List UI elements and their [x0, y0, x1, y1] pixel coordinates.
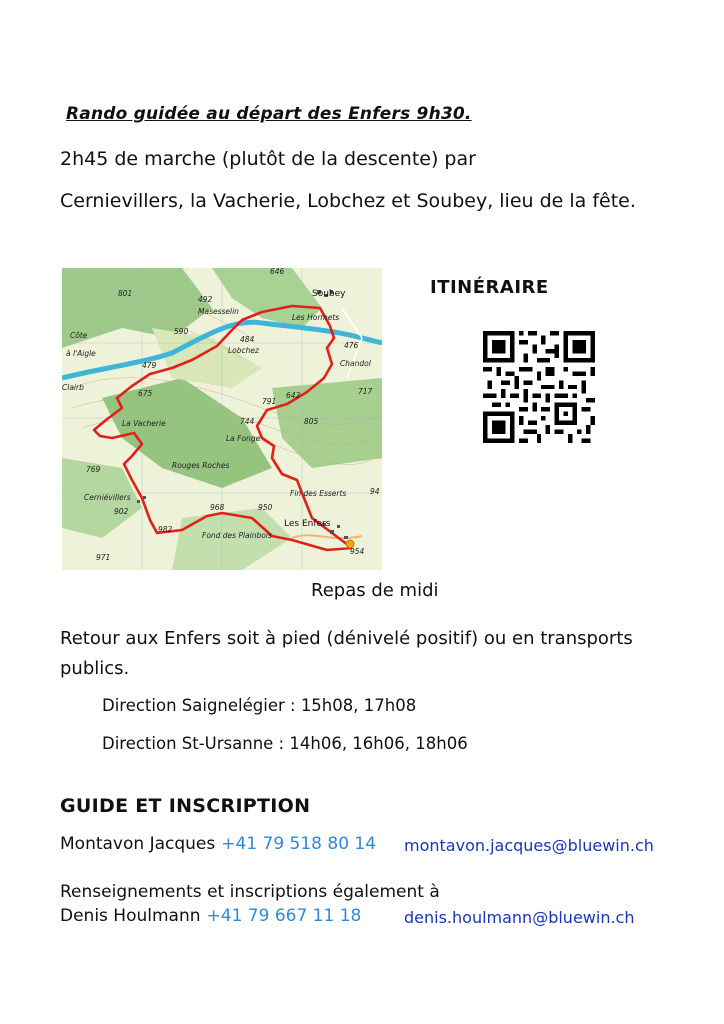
height-590: 590 [174, 327, 189, 336]
direction-saignelegier: Direction Saignelégier : 15h08, 17h08 [102, 696, 417, 715]
height-791: 791 [262, 397, 277, 406]
qr-code[interactable] [483, 328, 595, 446]
intro-line-1: 2h45 de marche (plutôt de la descente) par [60, 148, 476, 170]
height-902: 902 [114, 507, 129, 516]
height-968: 968 [210, 503, 225, 512]
height-971: 971 [96, 553, 111, 562]
contact-1-name: Montavon Jacques [60, 834, 216, 854]
map-label-les-hormets: Les Hormets [292, 313, 340, 322]
direction-st-ursanne: Direction St-Ursanne : 14h06, 16h06, 18h06 [102, 734, 468, 753]
height-484: 484 [240, 335, 255, 344]
contact-1-phone[interactable]: +41 79 518 80 14 [221, 834, 377, 854]
map-label-aigle: à l'Aigle [66, 349, 96, 358]
map-label-la-vacherie: La Vacherie [122, 419, 166, 428]
map-label-soubey: Soubey [312, 289, 346, 299]
map-label-la-fonge: La Fonge [226, 434, 261, 443]
height-646: 646 [270, 268, 285, 276]
height-476: 476 [344, 341, 359, 350]
height-94: 94 [370, 487, 380, 496]
height-954: 954 [350, 547, 365, 556]
page-title: Rando guidée au départ des Enfers 9h30. [66, 104, 472, 124]
contact-1-email[interactable]: montavon.jacques@bluewin.ch [404, 836, 654, 855]
map-label-fin-des-esserts: Fin des Esserts [290, 489, 347, 498]
height-744: 744 [240, 417, 255, 426]
height-479: 479 [142, 361, 157, 370]
map-label-cernievillers: Cerniévillers [84, 493, 131, 502]
guide-heading: GUIDE ET INSCRIPTION [60, 795, 311, 817]
route-map [62, 268, 382, 570]
contact-2 [60, 906, 361, 926]
lunch-label: Repas de midi [311, 580, 439, 601]
height-642: 642 [286, 391, 301, 400]
height-769: 769 [86, 465, 101, 474]
height-950: 950 [258, 503, 273, 512]
contact-1 [60, 834, 376, 854]
map-label-fond: Fond des Plainbois [202, 531, 272, 540]
map-label-les-enfers: Les Enfers [284, 519, 331, 529]
height-675: 675 [138, 389, 153, 398]
contact-2-phone[interactable]: +41 79 667 11 18 [206, 906, 362, 926]
height-801: 801 [118, 289, 133, 298]
map-label-masesselin: Masesselin [198, 307, 239, 316]
contact-2-name: Denis Houlmann [60, 906, 201, 926]
height-492: 492 [198, 295, 213, 304]
map-label-chandol: Chandol [340, 359, 371, 368]
height-805: 805 [304, 417, 319, 426]
intro-line-2: Cernievillers, la Vacherie, Lobchez et Soubey, lieu de la fête. [60, 190, 636, 212]
height-982: 982 [158, 525, 173, 534]
map-label-lobchez: Lobchez [228, 346, 259, 355]
height-717: 717 [358, 387, 373, 396]
map-label-clairb: Clairb [62, 383, 84, 392]
info-line: Renseignements et inscriptions également à [60, 882, 440, 902]
contact-2-email[interactable]: denis.houlmann@bluewin.ch [404, 908, 635, 927]
map-label-rouges-roches: Rouges Roches [172, 461, 230, 470]
map-label-cote: Côte [70, 331, 88, 340]
itinerary-heading: ITINÉRAIRE [430, 277, 549, 298]
return-text: Retour aux Enfers soit à pied (dénivelé positif) ou en transports publics. [60, 628, 633, 679]
